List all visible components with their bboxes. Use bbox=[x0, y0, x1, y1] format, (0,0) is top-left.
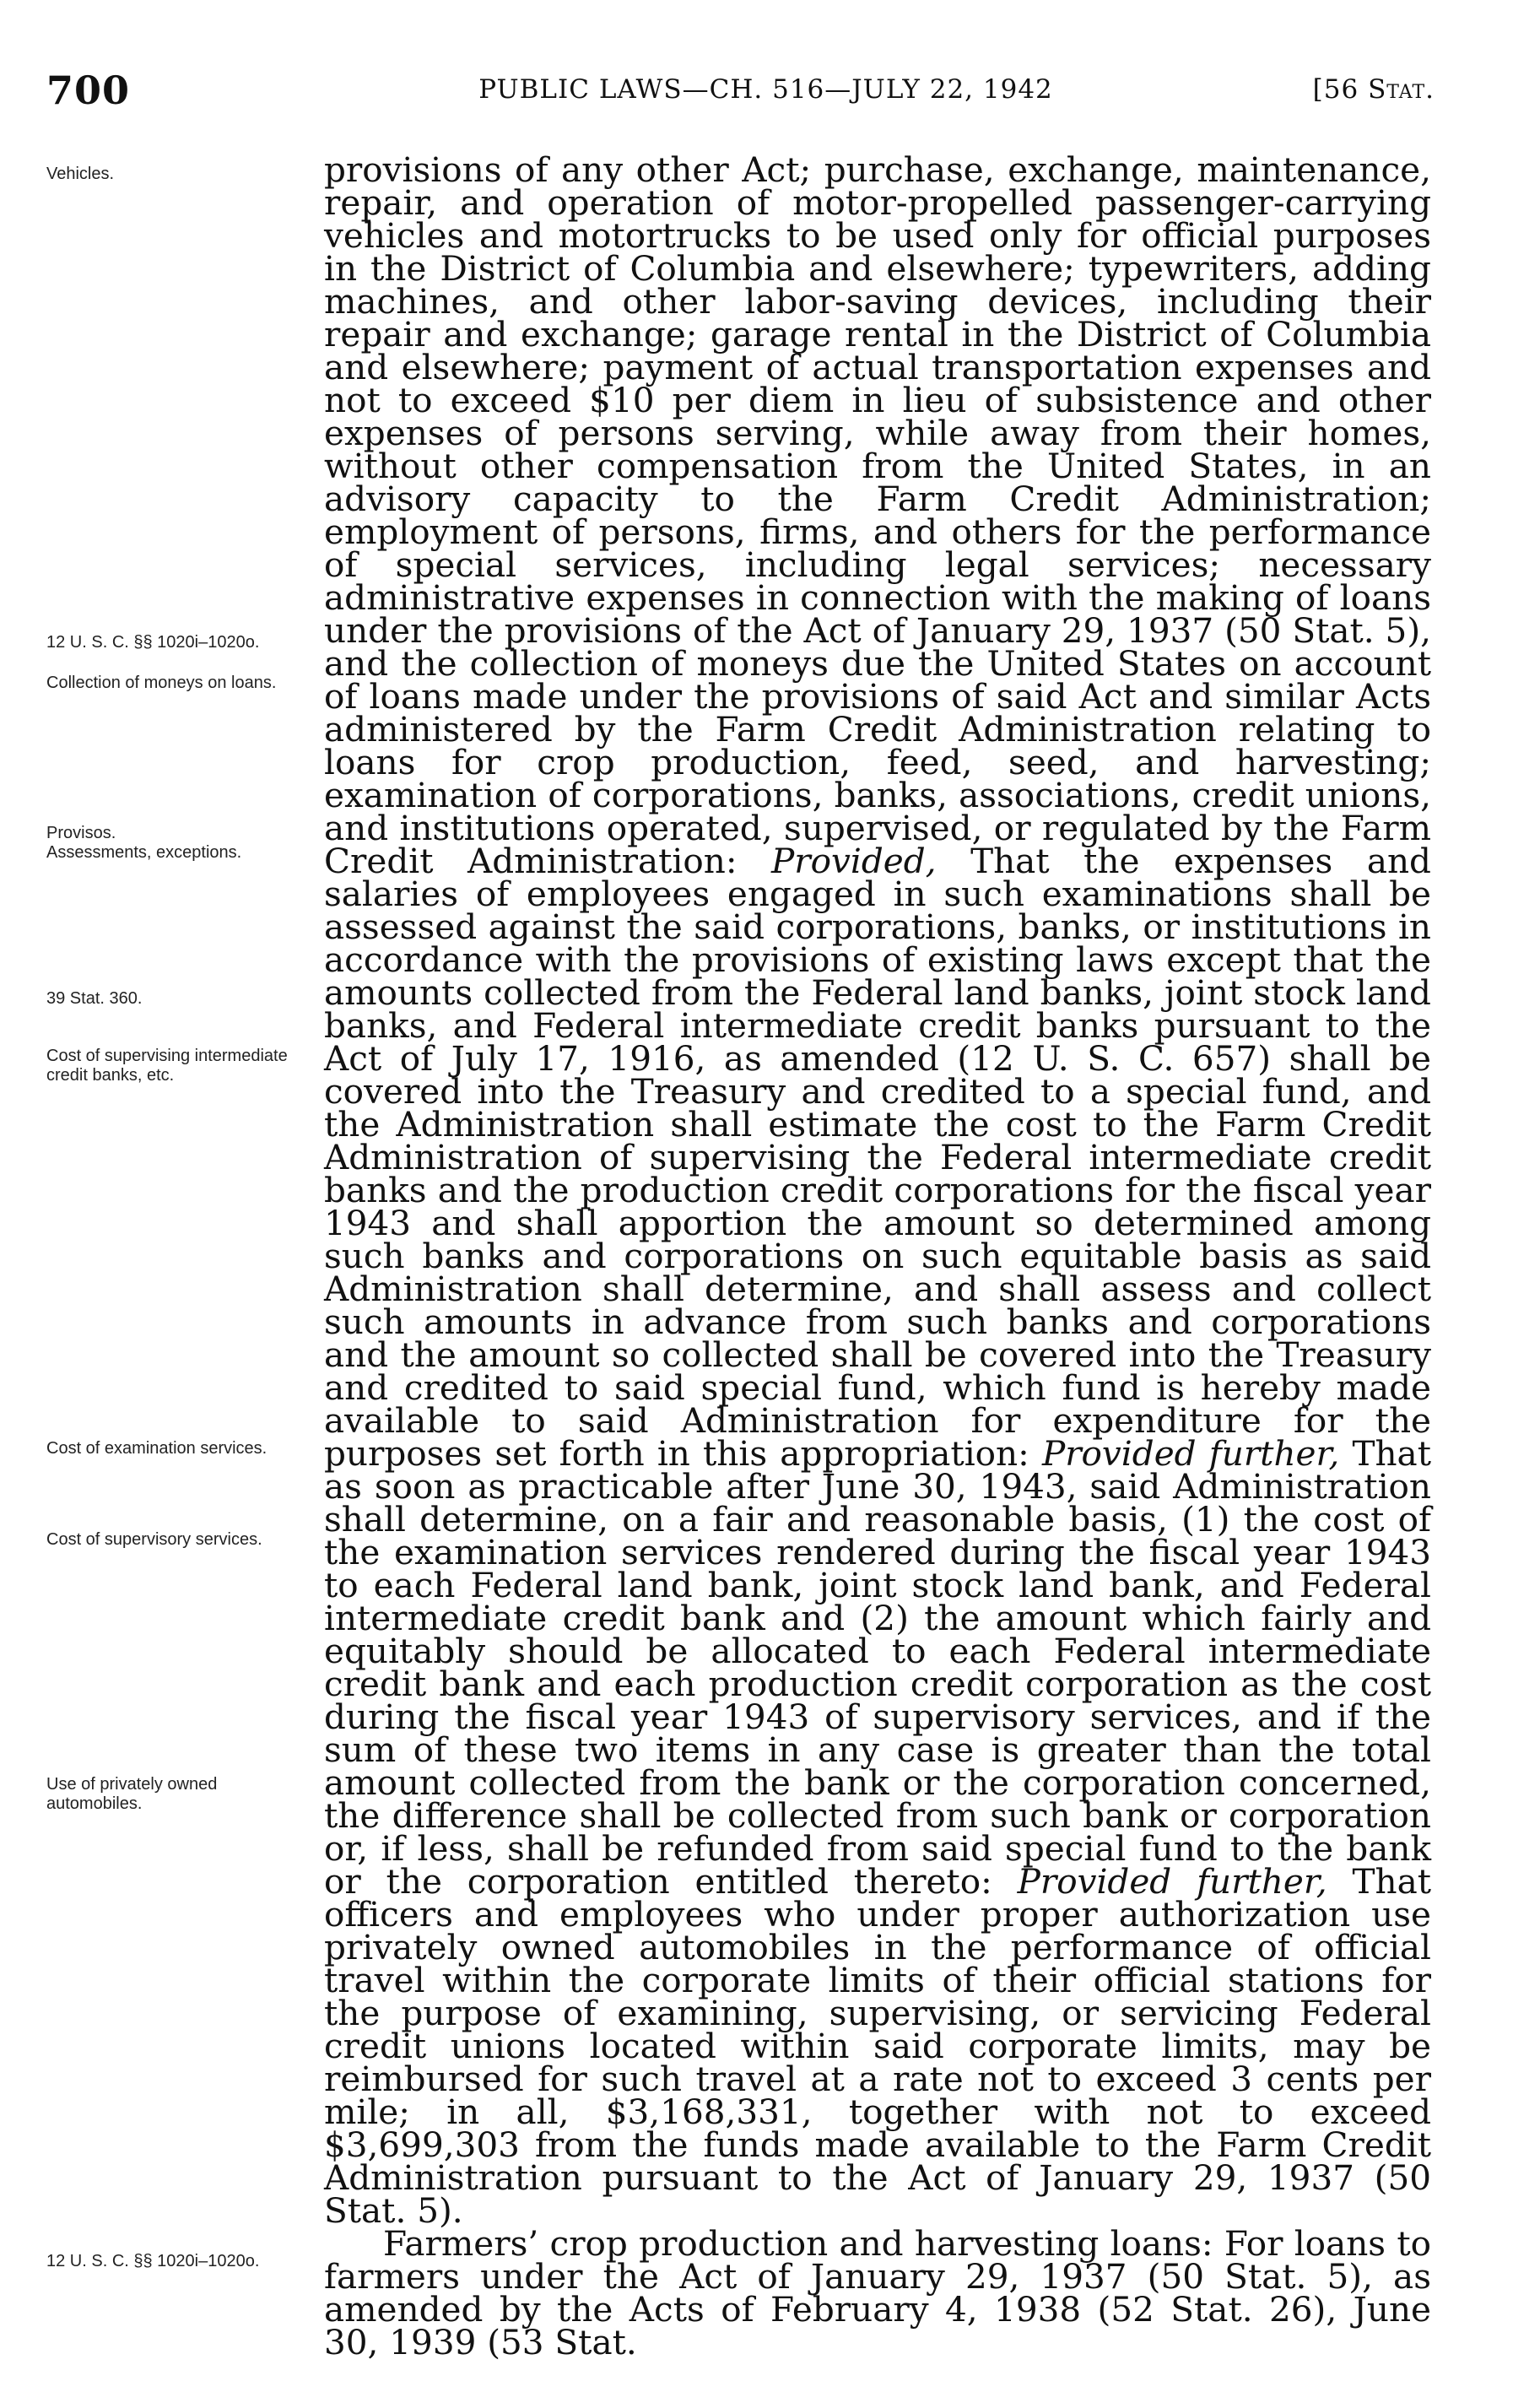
paragraph-farmers-loans: Farmers’ crop production and harvesting loans: For loans to farmers under the Act of January 29, 1937 (50 Stat. 5), as amended by the Acts of February 4, 1938 (52 Stat. 26), June 30, 1939 (53 Stat. bbox=[324, 2223, 1431, 2362]
paragraph-text: provisions of any other Act; purchase, exchange, maintenance, repair, and operation of motor-propelled passenger-carrying vehicles and motortrucks to be used only for official purposes in the District of Columbia and elsewhere; typewriters, adding machines, and other labor-saving devices, including their repair and exchange; garage rental in the District of Columbia and elsewhere; payment of actual transportation expenses and not to exceed $10 per diem in lieu of subsistence and other expenses of persons serving, while away from their homes, without other compensation from the United States, in an advisory capacity to the Farm Credit Administration; employment of persons, firms, and others for the performance of special services, including legal services; necessary administrative expenses in connection with the making of loans under the provisions of the Act of January 29, 1937 (50 Stat. 5), and the collection of moneys due the United States on account of loans made under the provisions of said Act and similar Acts administered by the Farm Credit Administration relating to loans for crop production, feed, seed, and harvesting; examination of corporations, banks, associations, credit unions, and institutions operated, supervised, or regulated by the Farm Credit Administration: bbox=[324, 149, 1431, 881]
paragraph-text: That as soon as practicable after June 30, 1943, said Administration shall determine, on a fair and reasonable basis, (1) the cost of the examination services rendered during the fiscal year 1943 to each Federal land bank, joint stock land bank, and Federal intermediate credit bank and (2) the amount which fairly and equitably should be allocated to each Federal intermediate credit bank and each production credit corporation as the cost during the fiscal year 1943 of supervisory services, and if the sum of these two items in any case is greater than the total amount collected from the bank or the corporation concerned, the difference shall be collected from such bank or corporation or, if less, shall be refunded from said special fund to the bank or the corporation entitled thereto: bbox=[324, 1433, 1431, 1902]
proviso-marker: Provided further, bbox=[1041, 1433, 1340, 1474]
body-text bbox=[324, 149, 1431, 2362]
proviso-marker: Provided, bbox=[771, 841, 937, 881]
paragraph-text: That officers and employees who under proper authorization use privately owned automobiles in the performance of official travel within the corporate limits of their official stations for the purpose of examining, supervising, or servicing Federal credit unions located within said corporate limits, may be reimbursed for such travel at a rate not to exceed 3 cents per mile; in all, $3,168,331, together with not to exceed $3,699,303 from the funds made available to the Farm Credit Administration pursuant to the Act of January 29, 1937 (50 Stat. 5). bbox=[324, 1861, 1431, 2231]
margin-note-vehicles: Vehicles. bbox=[46, 165, 115, 183]
page-header bbox=[46, 68, 1435, 118]
margin-note-assessments: Assessments, exceptions. bbox=[46, 843, 242, 862]
paragraph-appropriation bbox=[324, 149, 1431, 2231]
margin-note-provisos: Provisos. bbox=[46, 824, 116, 842]
margin-note-collection: Collection of moneys on loans. bbox=[46, 674, 277, 692]
paragraph-text: That the expenses and salaries of employees engaged in such examinations shall be assessed against the said corporations, banks, or institutions in accordance with the provisions of existing laws except that the amounts collected from the Federal land banks, joint stock land banks, and Federal intermediate credit banks pursuant to the Act of July 17, 1916, as amended (12 U. S. C. 657) shall be covered into the Treasury and credited to a special fund, and the Administration shall estimate the cost to the Farm Credit Administration of supervising the Federal intermediate credit banks and the production credit corporations for the fiscal year 1943 and shall apportion the amount so determined among such banks and corporations on such equitable basis as said Administration shall determine, and shall assess and collect such amounts in advance from such banks and corporations and the amount so collected shall be covered into the Treasury and credited to said special fund, which fund is hereby made available to said Administration for expenditure for the purposes set forth in this appropriation: bbox=[324, 841, 1431, 1474]
proviso-marker: Provided further, bbox=[1017, 1861, 1327, 1902]
margin-note-stat-citation: 39 Stat. 360. bbox=[46, 989, 143, 1008]
running-head bbox=[46, 74, 1435, 105]
page-number: 700 bbox=[46, 68, 131, 113]
margin-note-cost-supervisory: Cost of supervisory services. bbox=[46, 1530, 262, 1549]
running-head-text: PUBLIC LAWS—CH. 516—JULY 22, 1942 bbox=[478, 74, 1053, 105]
volume-citation: [56 Stat. bbox=[1312, 74, 1435, 105]
margin-note-cost-supervising: Cost of supervising intermediate credit banks, etc. bbox=[46, 1047, 288, 1085]
margin-note-usc-citation: 12 U. S. C. §§ 1020i–1020o. bbox=[46, 633, 260, 652]
margin-note-privately-owned: Use of privately owned automobiles. bbox=[46, 1775, 218, 1813]
margin-note-cost-examination: Cost of examination services. bbox=[46, 1439, 267, 1458]
margin-note-usc-citation-2: 12 U. S. C. §§ 1020i–1020o. bbox=[46, 2252, 260, 2270]
